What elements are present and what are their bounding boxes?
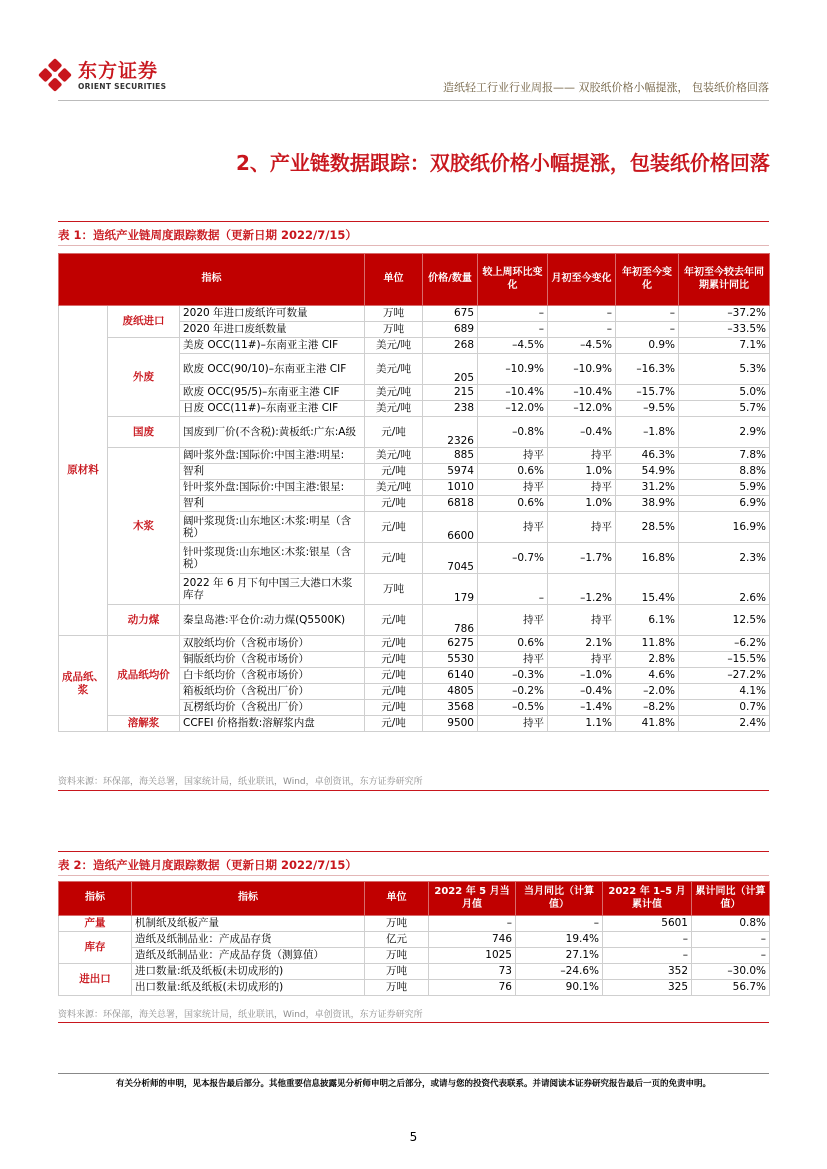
table-cell: – bbox=[692, 932, 770, 948]
table1-caption-rule bbox=[58, 245, 769, 246]
table-cell: – bbox=[478, 306, 548, 322]
logo-chinese: 东方证券 bbox=[78, 59, 159, 82]
table-cell: 亿元 bbox=[365, 932, 429, 948]
table-row bbox=[59, 932, 770, 948]
table-row bbox=[59, 716, 770, 732]
header-unit: 单位 bbox=[365, 882, 429, 916]
table-cell: 2.9% bbox=[679, 417, 770, 448]
table2-top-rule bbox=[58, 851, 769, 852]
table-cell: 白卡纸均价（含税市场价） bbox=[180, 668, 365, 684]
table-cell: 秦皇岛港:平仓价:动力煤(Q5500K) bbox=[180, 605, 365, 636]
subgroup-finished-paper-price: 成品纸均价 bbox=[108, 636, 180, 716]
table-cell: –24.6% bbox=[516, 964, 603, 980]
table-cell: 箱板纸均价（含税出厂价） bbox=[180, 684, 365, 700]
table-cell: 2326 bbox=[423, 417, 478, 448]
table-cell: –10.4% bbox=[478, 385, 548, 401]
header-mtd: 月初至今变化 bbox=[548, 254, 616, 306]
subgroup-foreign-waste: 外废 bbox=[108, 338, 180, 417]
table-cell: –30.0% bbox=[692, 964, 770, 980]
table-cell: 0.6% bbox=[478, 636, 548, 652]
table-header-row bbox=[59, 882, 770, 916]
table-cell: 进口数量:纸及纸板(未切成形的) bbox=[132, 964, 365, 980]
header-indicator: 指标 bbox=[132, 882, 365, 916]
report-title: 造纸轻工行业行业周报—— 双胶纸价格小幅提涨， 包装纸价格回落 bbox=[443, 81, 769, 94]
table-cell: – bbox=[603, 948, 692, 964]
table-cell: 欧废 OCC(95/5)–东南亚主港 CIF bbox=[180, 385, 365, 401]
table-cell: 1.0% bbox=[548, 464, 616, 480]
subgroup-domestic-waste: 国废 bbox=[108, 417, 180, 448]
table-cell: 万吨 bbox=[365, 574, 423, 605]
table-cell: 万吨 bbox=[365, 980, 429, 996]
table-cell: 1.0% bbox=[548, 496, 616, 512]
table-cell: –12.0% bbox=[478, 401, 548, 417]
table-cell: 3568 bbox=[423, 700, 478, 716]
table-cell: 5530 bbox=[423, 652, 478, 668]
footer-divider bbox=[58, 1073, 769, 1074]
table-cell: 持平 bbox=[548, 652, 616, 668]
group-production: 产量 bbox=[59, 916, 132, 932]
table1-source: 资料来源：环保部，海关总署，国家统计局，纸业联讯，Wind，卓创资讯，东方证券研究所 bbox=[58, 777, 423, 787]
table-cell: 元/吨 bbox=[365, 512, 423, 543]
table-cell: – bbox=[692, 948, 770, 964]
table-cell: 31.2% bbox=[616, 480, 679, 496]
page-number: 5 bbox=[409, 1130, 418, 1144]
table-cell: 万吨 bbox=[365, 948, 429, 964]
table-row bbox=[59, 980, 770, 996]
table-cell: 11.8% bbox=[616, 636, 679, 652]
table-cell: 325 bbox=[603, 980, 692, 996]
table-cell: –6.2% bbox=[679, 636, 770, 652]
header-may-value: 2022 年 5 月当月值 bbox=[429, 882, 516, 916]
table-cell: 4.6% bbox=[616, 668, 679, 684]
table-cell: 欧废 OCC(90/10)–东南亚主港 CIF bbox=[180, 354, 365, 385]
table-cell: 56.7% bbox=[692, 980, 770, 996]
table-cell: 5601 bbox=[603, 916, 692, 932]
table-cell: –0.4% bbox=[548, 417, 616, 448]
table-cell: 元/吨 bbox=[365, 417, 423, 448]
table-cell: 美元/吨 bbox=[365, 448, 423, 464]
table-cell: 2020 年进口废纸许可数量 bbox=[180, 306, 365, 322]
table-cell: 16.8% bbox=[616, 543, 679, 574]
table-cell: 0.7% bbox=[679, 700, 770, 716]
table-cell: 美废 OCC(11#)–东南亚主港 CIF bbox=[180, 338, 365, 354]
group-import-export: 进出口 bbox=[59, 964, 132, 996]
table-cell: 5.3% bbox=[679, 354, 770, 385]
table-cell: 出口数量:纸及纸板(未切成形的) bbox=[132, 980, 365, 996]
table-cell: 智利 bbox=[180, 496, 365, 512]
table-cell: 造纸及纸制品业：产成品存货（测算值） bbox=[132, 948, 365, 964]
table-cell: 352 bbox=[603, 964, 692, 980]
table-cell: 675 bbox=[423, 306, 478, 322]
table-cell: 持平 bbox=[548, 448, 616, 464]
table-cell: 持平 bbox=[478, 512, 548, 543]
table-cell: –0.2% bbox=[478, 684, 548, 700]
table-cell: 1025 bbox=[429, 948, 516, 964]
header-ytd-value: 2022 年 1–5 月累计值 bbox=[603, 882, 692, 916]
table-cell: 针叶浆外盘:国际价:中国主港:银星: bbox=[180, 480, 365, 496]
table-cell: 机制纸及纸板产量 bbox=[132, 916, 365, 932]
table-cell: –37.2% bbox=[679, 306, 770, 322]
group-inventory: 库存 bbox=[59, 932, 132, 964]
table1-top-rule bbox=[58, 221, 769, 222]
table-cell: –27.2% bbox=[679, 668, 770, 684]
table-cell: –8.2% bbox=[616, 700, 679, 716]
header-wow: 较上周环比变化 bbox=[478, 254, 548, 306]
table-cell: 27.1% bbox=[516, 948, 603, 964]
header-may-yoy: 当月同比（计算值） bbox=[516, 882, 603, 916]
table-cell: 179 bbox=[423, 574, 478, 605]
header-category: 指标 bbox=[59, 882, 132, 916]
table-cell: – bbox=[516, 916, 603, 932]
table-cell: –0.8% bbox=[478, 417, 548, 448]
table-cell: 0.8% bbox=[692, 916, 770, 932]
header-yoy: 年初至今较去年同期累计同比 bbox=[679, 254, 770, 306]
table-row bbox=[59, 964, 770, 980]
table-cell: 元/吨 bbox=[365, 636, 423, 652]
table-cell: –0.3% bbox=[478, 668, 548, 684]
table-cell: 元/吨 bbox=[365, 464, 423, 480]
table-header-row bbox=[59, 254, 770, 306]
table-cell: –10.9% bbox=[478, 354, 548, 385]
table-cell: 日废 OCC(11#)–东南亚主港 CIF bbox=[180, 401, 365, 417]
monthly-tracking-table bbox=[58, 881, 770, 996]
header-divider bbox=[58, 100, 769, 101]
table-cell: – bbox=[616, 306, 679, 322]
table-cell: –1.0% bbox=[548, 668, 616, 684]
table-cell: 美元/吨 bbox=[365, 385, 423, 401]
header-indicator: 指标 bbox=[59, 254, 365, 306]
table-cell: 美元/吨 bbox=[365, 338, 423, 354]
subgroup-waste-paper-import: 废纸进口 bbox=[108, 306, 180, 338]
group-finished-paper-pulp: 成品纸、浆 bbox=[59, 636, 108, 732]
header-price: 价格/数量 bbox=[423, 254, 478, 306]
table2-source: 资料来源：环保部，海关总署，国家统计局，纸业联讯，Wind，卓创资讯，东方证券研究所 bbox=[58, 1010, 423, 1020]
table-cell: 7045 bbox=[423, 543, 478, 574]
table-cell: 智利 bbox=[180, 464, 365, 480]
table-cell: 持平 bbox=[478, 652, 548, 668]
group-raw-materials: 原材料 bbox=[59, 306, 108, 636]
table-cell: –4.5% bbox=[548, 338, 616, 354]
table-row bbox=[59, 948, 770, 964]
table-row bbox=[59, 448, 770, 464]
table-cell: 885 bbox=[423, 448, 478, 464]
table-cell: 28.5% bbox=[616, 512, 679, 543]
table-cell: 2022 年 6 月下旬中国三大港口木浆库存 bbox=[180, 574, 365, 605]
table-cell: 2.6% bbox=[679, 574, 770, 605]
table-cell: – bbox=[616, 322, 679, 338]
table-cell: 造纸及纸制品业：产成品存货 bbox=[132, 932, 365, 948]
table-cell: 5.7% bbox=[679, 401, 770, 417]
table-cell: 元/吨 bbox=[365, 716, 423, 732]
table-cell: 6.9% bbox=[679, 496, 770, 512]
table-cell: 持平 bbox=[548, 480, 616, 496]
table-cell: 元/吨 bbox=[365, 684, 423, 700]
table-cell: 6600 bbox=[423, 512, 478, 543]
table-cell: 铜版纸均价（含税市场价） bbox=[180, 652, 365, 668]
table-row bbox=[59, 306, 770, 322]
table-cell: 90.1% bbox=[516, 980, 603, 996]
logo-english: ORIENT SECURITIES bbox=[78, 81, 167, 91]
table-cell: 国废到厂价(不含税):黄板纸:广东:A级 bbox=[180, 417, 365, 448]
table-cell: 8.8% bbox=[679, 464, 770, 480]
table-cell: – bbox=[429, 916, 516, 932]
table-cell: 5.0% bbox=[679, 385, 770, 401]
table-cell: 6818 bbox=[423, 496, 478, 512]
table-cell: 双胶纸均价（含税市场价） bbox=[180, 636, 365, 652]
table-cell: 9500 bbox=[423, 716, 478, 732]
table-cell: 阔叶浆现货:山东地区:木浆:明星（含税） bbox=[180, 512, 365, 543]
table-cell: 元/吨 bbox=[365, 543, 423, 574]
table-cell: –1.8% bbox=[616, 417, 679, 448]
table-cell: –0.4% bbox=[548, 684, 616, 700]
subgroup-dissolving-pulp: 溶解浆 bbox=[108, 716, 180, 732]
table-cell: –9.5% bbox=[616, 401, 679, 417]
logo-icon bbox=[38, 58, 72, 92]
subgroup-wood-pulp: 木浆 bbox=[108, 448, 180, 605]
table-cell: 16.9% bbox=[679, 512, 770, 543]
table-cell: –33.5% bbox=[679, 322, 770, 338]
table-cell: 0.6% bbox=[478, 464, 548, 480]
table-cell: 73 bbox=[429, 964, 516, 980]
table-cell: 持平 bbox=[548, 512, 616, 543]
company-logo bbox=[38, 58, 166, 92]
table-cell: –16.3% bbox=[616, 354, 679, 385]
table-cell: 2.3% bbox=[679, 543, 770, 574]
table1-caption: 表 1：造纸产业链周度跟踪数据（更新日期 2022/7/15） bbox=[58, 228, 357, 242]
table-cell: 46.3% bbox=[616, 448, 679, 464]
table2-bottom-rule bbox=[58, 1022, 769, 1023]
table-cell: 41.8% bbox=[616, 716, 679, 732]
table-cell: –15.5% bbox=[679, 652, 770, 668]
table-cell: 万吨 bbox=[365, 322, 423, 338]
table-cell: 215 bbox=[423, 385, 478, 401]
table-cell: 瓦楞纸均价（含税出厂价） bbox=[180, 700, 365, 716]
table-cell: 美元/吨 bbox=[365, 480, 423, 496]
table-cell: – bbox=[548, 322, 616, 338]
table-cell: 786 bbox=[423, 605, 478, 636]
table-cell: 持平 bbox=[478, 716, 548, 732]
table-cell: 美元/吨 bbox=[365, 401, 423, 417]
table-cell: – bbox=[548, 306, 616, 322]
table-cell: – bbox=[603, 932, 692, 948]
table-cell: –0.7% bbox=[478, 543, 548, 574]
table-cell: 2.8% bbox=[616, 652, 679, 668]
table-cell: 12.5% bbox=[679, 605, 770, 636]
table2-caption: 表 2：造纸产业链月度跟踪数据（更新日期 2022/7/15） bbox=[58, 858, 357, 872]
table-cell: 5974 bbox=[423, 464, 478, 480]
table-cell: – bbox=[478, 322, 548, 338]
table-cell: 万吨 bbox=[365, 916, 429, 932]
table-cell: 万吨 bbox=[365, 964, 429, 980]
table1-bottom-rule bbox=[58, 790, 769, 791]
table-cell: 6275 bbox=[423, 636, 478, 652]
table-cell: 4805 bbox=[423, 684, 478, 700]
analyst-disclaimer: 有关分析师的申明，见本报告最后部分。其他重要信息披露见分析师申明之后部分，或请与您的投资代表联系。并请阅读本证券研究报告最后一页的免责申明。 bbox=[115, 1079, 711, 1089]
table-row bbox=[59, 605, 770, 636]
table2-caption-rule bbox=[58, 875, 769, 876]
table-cell: 针叶浆现货:山东地区:木浆:银星（含税） bbox=[180, 543, 365, 574]
table-cell: 持平 bbox=[478, 605, 548, 636]
table-cell: 7.1% bbox=[679, 338, 770, 354]
table-cell: 2.1% bbox=[548, 636, 616, 652]
table-cell: –12.0% bbox=[548, 401, 616, 417]
table-cell: 15.4% bbox=[616, 574, 679, 605]
table-cell: 阔叶浆外盘:国际价:中国主港:明星: bbox=[180, 448, 365, 464]
table-cell: 美元/吨 bbox=[365, 354, 423, 385]
table-cell: –1.4% bbox=[548, 700, 616, 716]
table-cell: 持平 bbox=[478, 448, 548, 464]
table-cell: 1010 bbox=[423, 480, 478, 496]
table-cell: –0.5% bbox=[478, 700, 548, 716]
table-cell: 元/吨 bbox=[365, 700, 423, 716]
section-title: 2、产业链数据跟踪：双胶纸价格小幅提涨，包装纸价格回落 bbox=[236, 151, 770, 175]
table-cell: 54.9% bbox=[616, 464, 679, 480]
table-cell: 19.4% bbox=[516, 932, 603, 948]
table-cell: 0.9% bbox=[616, 338, 679, 354]
table-cell: 元/吨 bbox=[365, 605, 423, 636]
table-cell: 元/吨 bbox=[365, 496, 423, 512]
header-ytd-yoy: 累计同比（计算值） bbox=[692, 882, 770, 916]
table-cell: 2020 年进口废纸数量 bbox=[180, 322, 365, 338]
table-cell: 238 bbox=[423, 401, 478, 417]
table-cell: –1.7% bbox=[548, 543, 616, 574]
table-cell: 5.9% bbox=[679, 480, 770, 496]
table-cell: – bbox=[478, 574, 548, 605]
table-row bbox=[59, 636, 770, 652]
table-cell: 元/吨 bbox=[365, 668, 423, 684]
table-cell: 持平 bbox=[548, 605, 616, 636]
table-cell: CCFEI 价格指数:溶解浆内盘 bbox=[180, 716, 365, 732]
table-cell: 6140 bbox=[423, 668, 478, 684]
table-cell: 元/吨 bbox=[365, 652, 423, 668]
table-cell: 7.8% bbox=[679, 448, 770, 464]
table-cell: 6.1% bbox=[616, 605, 679, 636]
subgroup-thermal-coal: 动力煤 bbox=[108, 605, 180, 636]
table-cell: 1.1% bbox=[548, 716, 616, 732]
table-row bbox=[59, 417, 770, 448]
table-cell: –15.7% bbox=[616, 385, 679, 401]
table-cell: –10.4% bbox=[548, 385, 616, 401]
weekly-tracking-table bbox=[58, 253, 770, 732]
table-cell: 689 bbox=[423, 322, 478, 338]
header-ytd: 年初至今变化 bbox=[616, 254, 679, 306]
table-cell: 2.4% bbox=[679, 716, 770, 732]
table-cell: –1.2% bbox=[548, 574, 616, 605]
table-cell: 38.9% bbox=[616, 496, 679, 512]
table-row bbox=[59, 916, 770, 932]
table-cell: 万吨 bbox=[365, 306, 423, 322]
table-row bbox=[59, 338, 770, 354]
page-header bbox=[0, 0, 827, 105]
table-cell: 0.6% bbox=[478, 496, 548, 512]
table-cell: 746 bbox=[429, 932, 516, 948]
table-cell: –2.0% bbox=[616, 684, 679, 700]
table-cell: –4.5% bbox=[478, 338, 548, 354]
table-cell: 持平 bbox=[478, 480, 548, 496]
table-cell: 205 bbox=[423, 354, 478, 385]
table-cell: –10.9% bbox=[548, 354, 616, 385]
table-cell: 268 bbox=[423, 338, 478, 354]
table-cell: 4.1% bbox=[679, 684, 770, 700]
header-unit: 单位 bbox=[365, 254, 423, 306]
table-cell: 76 bbox=[429, 980, 516, 996]
